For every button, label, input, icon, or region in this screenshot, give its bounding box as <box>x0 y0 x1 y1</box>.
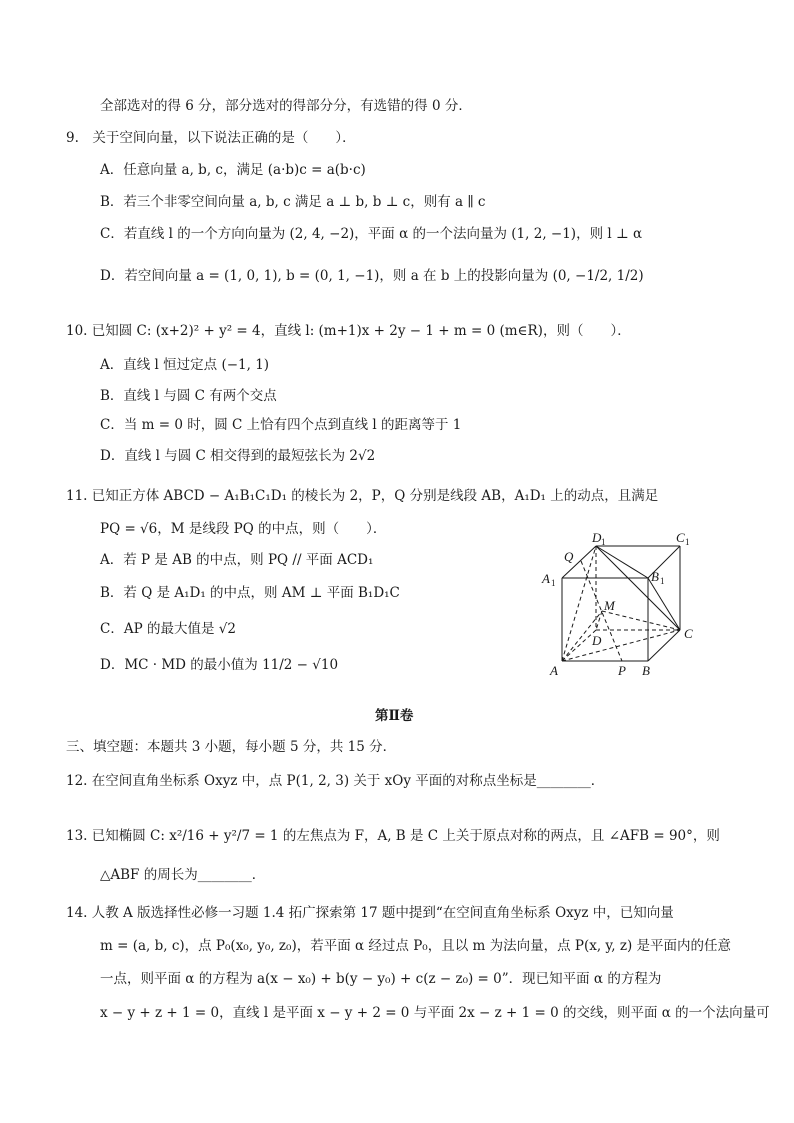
label-a: A <box>550 663 558 678</box>
label-b1-letter: B <box>651 569 659 584</box>
q10-option-a: A．直线 l 恒过定点 (−1, 1) <box>100 357 270 373</box>
label-b: B <box>642 663 650 678</box>
part-2-heading: 第Ⅱ卷 <box>375 708 414 724</box>
label-b1-sub: 1 <box>660 576 665 586</box>
q10-option-d: D．直线 l 与圆 C 相交得到的最短弦长为 2√2 <box>100 448 376 464</box>
label-a1-letter: A <box>542 571 550 586</box>
q10-option-c: C．当 m = 0 时，圆 C 上恰有四个点到直线 l 的距离等于 1 <box>100 417 462 433</box>
q11-option-a: A．若 P 是 AB 的中点，则 PQ // 平面 ACD₁ <box>100 552 374 568</box>
label-m: M <box>604 598 615 613</box>
section-3-heading: 三、填空题：本题共 3 小题，每小题 5 分，共 15 分． <box>66 739 397 755</box>
label-p: P <box>618 663 626 678</box>
question-11-stem: 11. 已知正方体 ABCD − A₁B₁C₁D₁ 的棱长为 2，P，Q 分别是线段 AB，A₁D₁ 上的动点，且满足 <box>66 488 659 504</box>
q11-option-d: D．MC · MD 的最小值为 11/2 − √10 <box>100 657 339 673</box>
label-c: C <box>684 626 693 641</box>
label-q: Q <box>564 549 574 564</box>
label-d: D <box>592 633 602 648</box>
label-d1-letter: D <box>592 530 602 545</box>
q10-option-b: B．直线 l 与圆 C 有两个交点 <box>100 388 277 404</box>
question-9-stem: 9. 关于空间向量，以下说法正确的是（ ）． <box>66 130 356 146</box>
label-a1-sub: 1 <box>551 578 556 588</box>
q9-option-a: A．任意向量 a, b, c，满足 (a·b)c = a(b·c) <box>100 162 366 178</box>
question-13-cont: △ABF 的周长为________． <box>100 867 266 883</box>
q11-option-c: C．AP 的最大值是 √2 <box>100 621 236 637</box>
label-c1-sub: 1 <box>685 537 690 547</box>
question-13: 13. 已知椭圆 C: x²/16 + y²/7 = 1 的左焦点为 F，A, B 是 C 上关于原点对称的两点，且 ∠AFB = 90°，则 <box>66 828 720 844</box>
question-14-line-3: 一点，则平面 α 的方程为 a(x − x₀) + b(y − y₀) + c(z − z₀) = 0”．现已知平面 α 的方程为 <box>100 971 662 987</box>
question-10-stem: 10. 已知圆 C: (x+2)² + y² = 4，直线 l: (m+1)x + 2y − 1 + m = 0 (m∈R)，则（ ）． <box>66 323 631 339</box>
question-14-line-2: m = (a, b, c)，点 P₀(x₀, y₀, z₀)，若平面 α 经过点 P₀，且以 m 为法向量，点 P(x, y, z) 是平面内的任意 <box>100 938 732 954</box>
scoring-rule-line: 全部选对的得 6 分，部分选对的得部分分，有选错的得 0 分． <box>100 98 472 114</box>
question-12: 12. 在空间直角坐标系 Oxyz 中，点 P(1, 2, 3) 关于 xOy 平面的对称点坐标是________． <box>66 773 605 789</box>
cube-figure <box>538 528 708 678</box>
q9-option-c: C．若直线 l 的一个方向向量为 (2, 4, −2)，平面 α 的一个法向量为 (1, 2, −1)，则 l ⊥ α <box>100 226 643 242</box>
question-11-stem-cont: PQ = √6，M 是线段 PQ 的中点，则（ ）． <box>100 521 387 537</box>
question-14: 14. 人教 A 版选择性必修一习题 1.4 拓广探索第 17 题中提到“在空间直角坐标系 Oxyz 中，已知向量 <box>66 905 674 921</box>
q9-option-b: B．若三个非零空间向量 a, b, c 满足 a ⊥ b, b ⊥ c，则有 a ∥ c <box>100 194 486 210</box>
question-14-line-4: x − y + z + 1 = 0，直线 l 是平面 x − y + 2 = 0 与平面 2x − z + 1 = 0 的交线，则平面 α 的一个法向量可 <box>100 1005 770 1021</box>
label-c1-letter: C <box>676 530 685 545</box>
q9-option-d: D．若空间向量 a = (1, 0, 1), b = (0, 1, −1)，则 a 在 b 上的投影向量为 (0, −1/2, 1/2) <box>100 268 644 284</box>
label-d1-sub: 1 <box>601 537 606 547</box>
q11-option-b: B．若 Q 是 A₁D₁ 的中点，则 AM ⊥ 平面 B₁D₁C <box>100 585 400 601</box>
